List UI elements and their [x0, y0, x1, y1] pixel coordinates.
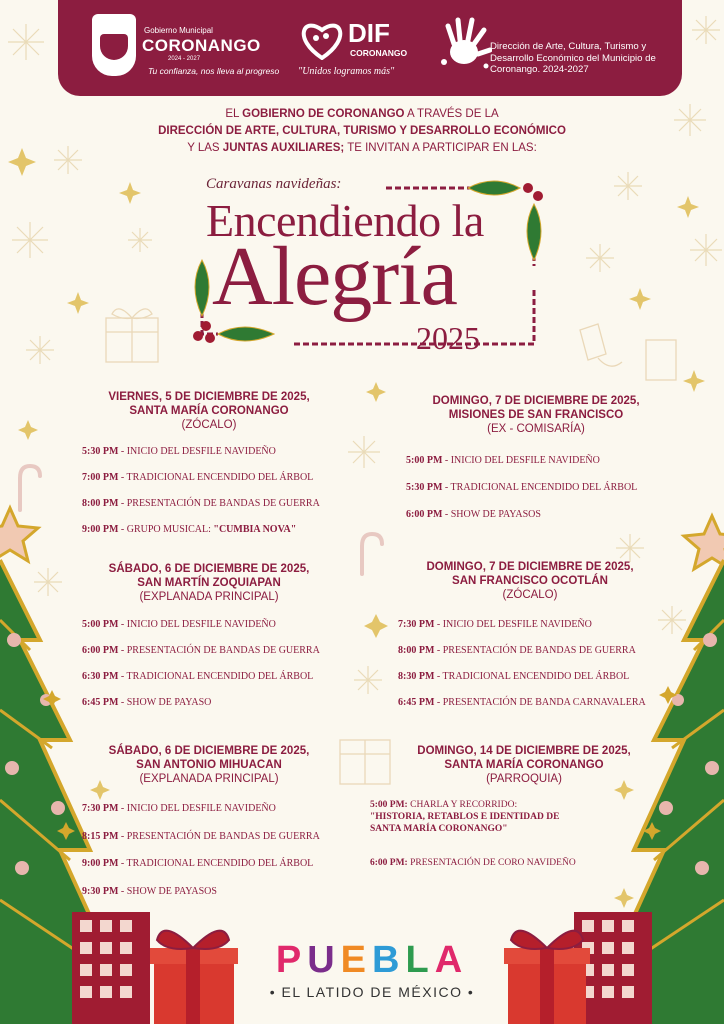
dif-slogan-label: "Unidos logramos más" — [298, 66, 395, 77]
schedule-item — [82, 645, 320, 656]
event-date: DOMINGO, 7 DE DICIEMBRE DE 2025, — [426, 561, 634, 573]
event-town: SAN MARTÍN ZOQUIAPAN — [137, 577, 281, 589]
event-town: SANTA MARÍA CORONANGO — [444, 759, 604, 771]
event-block — [398, 560, 662, 603]
intro-line-2 — [0, 125, 724, 137]
schedule-time: 6:00 PM — [82, 645, 119, 656]
schedule-highlight: SANTA MARÍA CORONANGO" — [370, 824, 508, 834]
puebla-letter: A — [434, 939, 469, 981]
schedule-item — [406, 455, 600, 466]
event-date: SÁBADO, 6 DE DICIEMBRE DE 2025, — [108, 745, 310, 757]
intro-text: Y LAS — [187, 142, 223, 154]
dif-heart-icon — [300, 20, 344, 60]
schedule-time: 9:00 PM — [82, 858, 119, 869]
schedule-item — [370, 858, 576, 868]
puebla-logo — [262, 940, 482, 1010]
schedule-text: - SHOW DE PAYASO — [118, 697, 212, 708]
schedule-time: 5:00 PM — [406, 455, 443, 466]
event-date: VIERNES, 5 DE DICIEMBRE DE 2025, — [108, 391, 310, 403]
schedule-time: 9:00 PM — [82, 524, 119, 535]
schedule-time: 8:00 PM — [82, 498, 119, 509]
gift-outline-icons — [106, 309, 676, 784]
intro-line-1 — [0, 108, 724, 120]
schedule-time: 8:30 PM — [398, 671, 435, 682]
dif-name-label: DIF — [348, 18, 390, 48]
schedule-time: 6:00 PM: — [370, 858, 408, 868]
schedule-time: 5:00 PM: — [370, 800, 408, 810]
schedule-item — [82, 671, 313, 682]
schedule-time: 6:00 PM — [406, 509, 443, 520]
coronango-shield-icon — [92, 14, 136, 76]
painted-hand-icon — [436, 16, 492, 72]
schedule-text: - INICIO DEL DESFILE NAVIDEÑO — [118, 803, 276, 814]
schedule-item — [82, 619, 276, 630]
schedule-text: - PRESENTACIÓN DE BANDA CARNAVALERA — [434, 697, 646, 708]
schedule-text: PRESENTACIÓN DE CORO NAVIDEÑO — [407, 858, 576, 868]
event-place: (EX - COMISARÍA) — [487, 423, 585, 435]
intro-line-3 — [0, 142, 724, 154]
event-date: SÁBADO, 6 DE DICIEMBRE DE 2025, — [108, 563, 310, 575]
schedule-time: 8:15 PM — [82, 831, 119, 842]
event-town: SAN FRANCISCO OCOTLÁN — [452, 575, 608, 587]
event-place: (EXPLANADA PRINCIPAL) — [139, 773, 279, 785]
schedule-item — [82, 803, 276, 814]
schedule-highlight: "HISTORIA, RETABLOS E IDENTIDAD DE — [370, 812, 560, 822]
schedule-item — [82, 498, 320, 509]
gob-small-label: Gobierno Municipal — [144, 26, 213, 35]
left-star-icon — [0, 508, 38, 561]
schedule-item — [82, 446, 276, 457]
direccion-description: Dirección de Arte, Cultura, Turismo y Desarrollo Económico del Municipio de Coronango. 2024-2027 — [490, 41, 656, 75]
intro-text: A TRAVÉS DE LA — [404, 108, 499, 120]
schedule-text: - PRESENTACIÓN DE BANDAS DE GUERRA — [118, 645, 320, 656]
schedule-text: - PRESENTACIÓN DE BANDAS DE GUERRA — [118, 498, 320, 509]
puebla-letter: E — [340, 939, 373, 981]
title-subtitle: Caravanas navideñas: — [206, 176, 342, 192]
dif-logo — [300, 16, 420, 84]
intro-highlight: JUNTAS AUXILIARES; — [222, 142, 345, 154]
schedule-time: 6:30 PM — [82, 671, 119, 682]
schedule-text: - INICIO DEL DESFILE NAVIDEÑO — [118, 619, 276, 630]
right-star-icon — [684, 516, 724, 569]
title-line-2: Alegría — [212, 230, 457, 323]
gob-name-label: CORONANGO — [142, 36, 261, 55]
schedule-item — [370, 800, 517, 810]
intro-text: TE INVITAN A PARTICIPAR EN LAS: — [344, 142, 537, 154]
schedule-item — [82, 472, 313, 483]
puebla-brand — [262, 940, 482, 980]
event-block — [84, 390, 334, 433]
puebla-letter: U — [307, 939, 341, 981]
event-block — [84, 562, 334, 605]
schedule-item — [82, 886, 217, 897]
event-date: DOMINGO, 14 DE DICIEMBRE DE 2025, — [417, 745, 631, 757]
schedule-time: 5:30 PM — [406, 482, 443, 493]
schedule-item — [398, 697, 646, 708]
schedule-time: 9:30 PM — [82, 886, 119, 897]
puebla-tagline: • EL LATIDO DE MÉXICO • — [269, 984, 475, 1000]
intro-text: EL — [225, 108, 243, 120]
schedule-text: - TRADICIONAL ENCENDIDO DEL ÁRBOL — [118, 472, 314, 483]
event-town: SANTA MARÍA CORONANGO — [129, 405, 289, 417]
schedule-text: - SHOW DE PAYASOS — [442, 509, 541, 520]
header-banner — [58, 0, 682, 96]
schedule-item — [370, 824, 508, 834]
puebla-letter: L — [405, 939, 435, 981]
intro-highlight: DIRECCIÓN DE ARTE, CULTURA, TURISMO Y DESARROLLO ECONÓMICO — [158, 125, 566, 137]
schedule-text: - TRADICIONAL ENCENDIDO DEL ÁRBOL — [442, 482, 638, 493]
left-gift-boxes — [72, 912, 238, 1024]
title-year: 2025 — [416, 320, 480, 356]
schedule-text: - TRADICIONAL ENCENDIDO DEL ÁRBOL — [118, 671, 314, 682]
schedule-text: - PRESENTACIÓN DE BANDAS DE GUERRA — [434, 645, 636, 656]
schedule-text: - TRADICIONAL ENCENDIDO DEL ÁRBOL — [118, 858, 314, 869]
event-block — [392, 744, 656, 787]
event-town: SAN ANTONIO MIHUACAN — [136, 759, 282, 771]
schedule-text: - GRUPO MUSICAL: — [118, 524, 214, 535]
event-place: (ZÓCALO) — [181, 419, 237, 431]
gobierno-coronango-logo — [92, 12, 280, 82]
schedule-text: - SHOW DE PAYASOS — [118, 886, 217, 897]
schedule-item — [406, 509, 541, 520]
event-place: (ZÓCALO) — [502, 589, 558, 601]
schedule-time: 7:30 PM — [82, 803, 119, 814]
schedule-time: 8:00 PM — [398, 645, 435, 656]
intro-highlight: GOBIERNO DE CORONANGO — [242, 108, 405, 120]
schedule-time: 6:45 PM — [82, 697, 119, 708]
event-town: MISIONES DE SAN FRANCISCO — [448, 409, 624, 421]
event-place: (EXPLANADA PRINCIPAL) — [139, 591, 279, 603]
puebla-letter: P — [275, 939, 308, 981]
gob-years-label: 2024 - 2027 — [168, 56, 201, 62]
schedule-time: 7:00 PM — [82, 472, 119, 483]
schedule-text: - INICIO DEL DESFILE NAVIDEÑO — [442, 455, 600, 466]
event-block — [404, 394, 668, 437]
schedule-item — [398, 671, 629, 682]
schedule-item — [82, 524, 296, 535]
direccion-arte-logo — [432, 14, 682, 84]
puebla-word — [276, 939, 468, 981]
schedule-item — [406, 482, 637, 493]
dif-sub-label: CORONANGO — [350, 48, 408, 58]
schedule-item — [82, 831, 320, 842]
schedule-time: 7:30 PM — [398, 619, 435, 630]
schedule-item — [398, 619, 592, 630]
right-gift-boxes — [504, 912, 652, 1024]
schedule-text: - PRESENTACIÓN DE BANDAS DE GUERRA — [118, 831, 320, 842]
event-block — [84, 744, 334, 787]
schedule-item — [82, 697, 211, 708]
event-date: DOMINGO, 7 DE DICIEMBRE DE 2025, — [432, 395, 640, 407]
schedule-time: 5:00 PM — [82, 619, 119, 630]
gob-slogan-label: Tu confianza, nos lleva al progreso — [148, 66, 280, 76]
schedule-item — [82, 858, 313, 869]
puebla-letter: B — [372, 939, 406, 981]
event-place: (PARROQUIA) — [486, 773, 562, 785]
schedule-item — [370, 812, 559, 822]
schedule-text: - TRADICIONAL ENCENDIDO DEL ÁRBOL — [434, 671, 630, 682]
schedule-text: CHARLA Y RECORRIDO: — [407, 800, 518, 810]
schedule-text: - INICIO DEL DESFILE NAVIDEÑO — [434, 619, 592, 630]
schedule-text: - INICIO DEL DESFILE NAVIDEÑO — [118, 446, 276, 457]
schedule-highlight: "CUMBIA NOVA" — [213, 524, 297, 535]
schedule-time: 6:45 PM — [398, 697, 435, 708]
schedule-time: 5:30 PM — [82, 446, 119, 457]
title-line-1: Encendiendo la — [206, 195, 484, 246]
schedule-item — [398, 645, 636, 656]
